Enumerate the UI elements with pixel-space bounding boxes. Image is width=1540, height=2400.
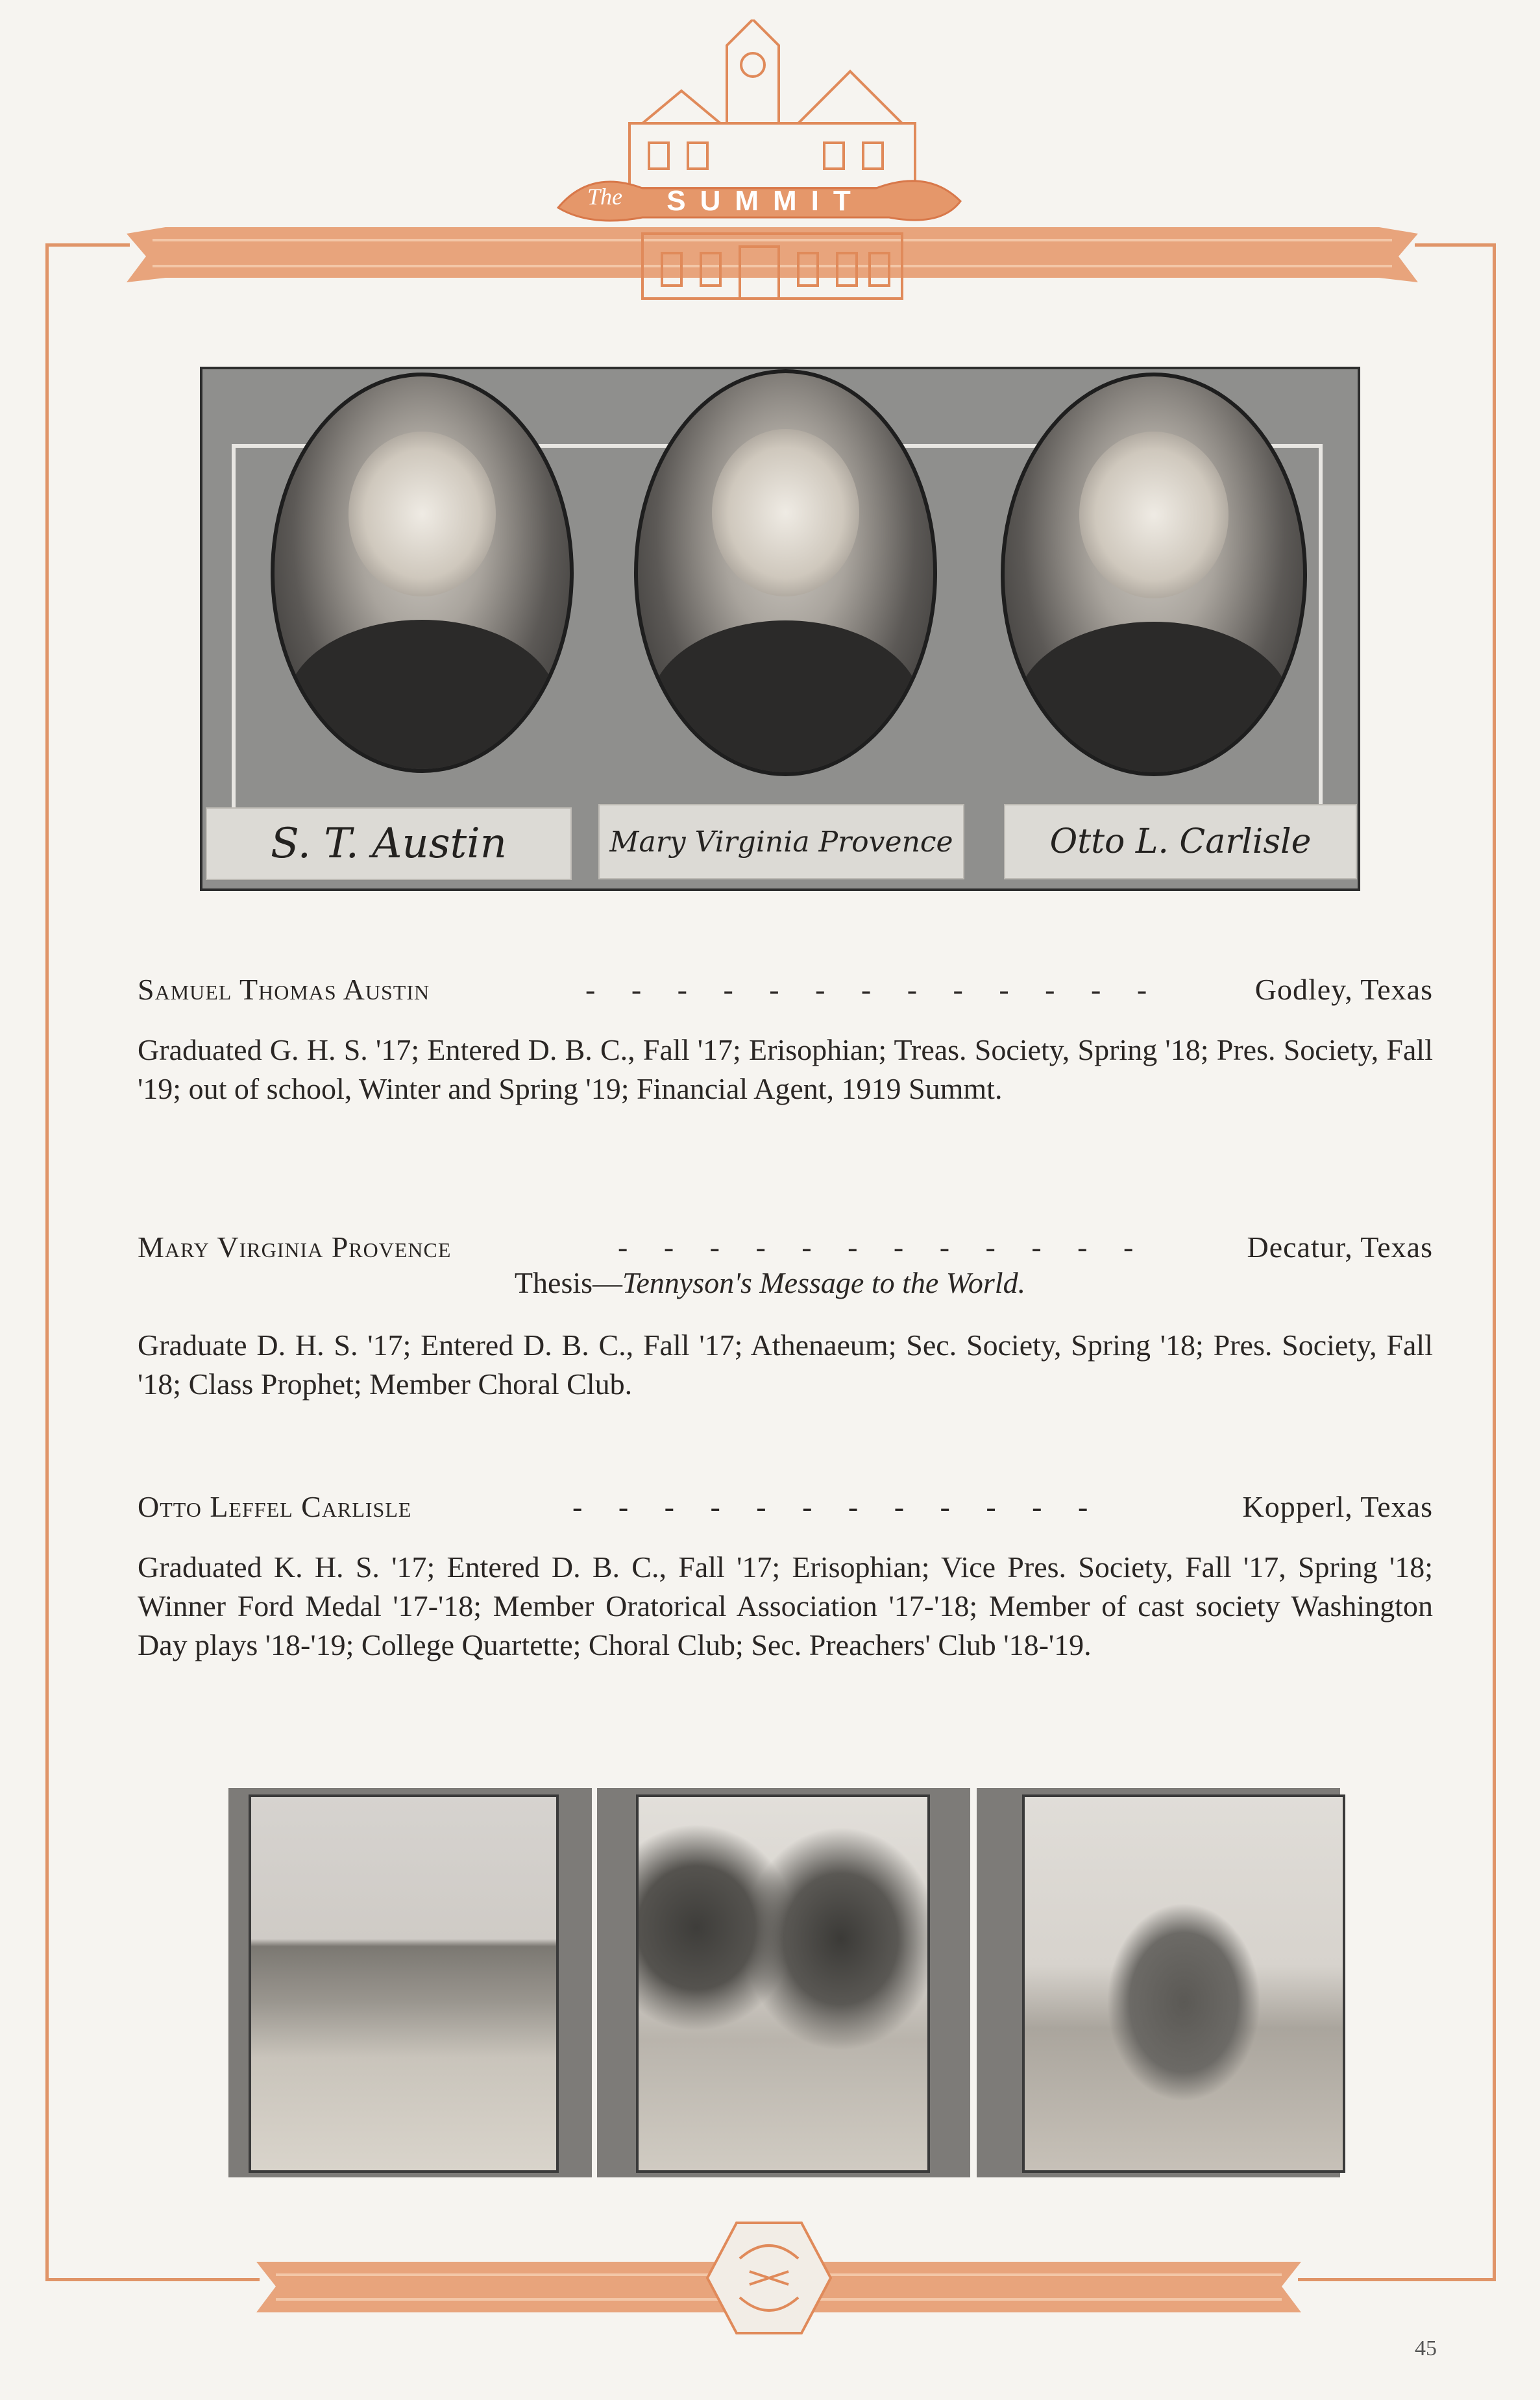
entry-name: Otto Leffel Carlisle: [138, 1490, 412, 1523]
entry-place: Godley, Texas: [1254, 973, 1433, 1006]
frame-left-line: [45, 243, 49, 2281]
thesis-label: Thesis—: [514, 1266, 623, 1299]
frame-bottom-left-line: [45, 2278, 260, 2281]
frame-top-left-line: [45, 243, 130, 247]
entry-name: Samuel Thomas Austin: [138, 973, 430, 1006]
entry-carlisle-description: Graduated K. H. S. '17; Entered D. B. C., Fall '17; Erisophian; Vice Pres. Society, Fall '17, Spring '18; Winner Ford Medal '17-'18; Member Oratorical Association '17-'18; Member of cast society Washington Day plays '18-'19; College Quartette; Choral Club; Sec. Preachers' Club '18-'19.: [138, 1550, 1433, 1661]
panel-inner-frame-right: [1319, 444, 1323, 807]
portrait-provence: [634, 369, 937, 776]
entry-provence-description: Graduate D. H. S. '17; Entered D. B. C., Fall '17; Athenaeum; Sec. Society, Spring '18; Pres. Society, Fall '18; Class Prophet; Member Choral Club.: [138, 1329, 1433, 1401]
portrait-panel: [200, 367, 1360, 891]
entry-provence-thesis: [0, 1266, 1540, 1300]
thesis-title: Tennyson's Message to the World.: [622, 1266, 1026, 1299]
panel-inner-frame-left: [232, 444, 236, 807]
signature-austin: S. T. Austin: [206, 807, 572, 880]
entry-carlisle-heading: [138, 1489, 1433, 1528]
entry-leader-dashes: - - - - - - - - - - - -: [618, 1231, 1148, 1264]
page-number: 45: [1415, 2336, 1437, 2360]
portrait-carlisle: [1001, 373, 1307, 776]
snapshot-group-field: [249, 1794, 559, 2173]
entry-austin-description: Graduated G. H. S. '17; Entered D. B. C., Fall '17; Erisophian; Treas. Society, Spring '18; Pres. Society, Fall '19; out of school, Winter and Spring '19; Financial Agent, 1919 Summt.: [138, 1033, 1433, 1105]
signature-carlisle: Otto L. Carlisle: [1004, 804, 1357, 879]
snapshot-soldier: [1022, 1794, 1345, 2173]
header-title: SUMMIT: [666, 185, 865, 217]
snapshot-woman-trees: [636, 1794, 930, 2173]
frame-top-right-line: [1415, 243, 1496, 247]
entry-leader-dashes: - - - - - - - - - - - - -: [585, 973, 1162, 1006]
entry-austin-heading: [138, 972, 1433, 1011]
portrait-austin: [271, 373, 574, 773]
frame-bottom-right-line: [1298, 2278, 1496, 2281]
class-monogram-emblem: [704, 2220, 834, 2336]
signature-provence: Mary Virginia Provence: [598, 804, 964, 879]
header-the-label: The: [587, 184, 622, 210]
entry-provence-heading: [138, 1230, 1433, 1269]
entry-place: Decatur, Texas: [1247, 1231, 1433, 1264]
entry-leader-dashes: - - - - - - - - - - - -: [572, 1490, 1103, 1523]
entry-place: Kopperl, Texas: [1242, 1490, 1433, 1523]
frame-right-line: [1493, 243, 1496, 2281]
entry-name: Mary Virginia Provence: [138, 1231, 452, 1264]
